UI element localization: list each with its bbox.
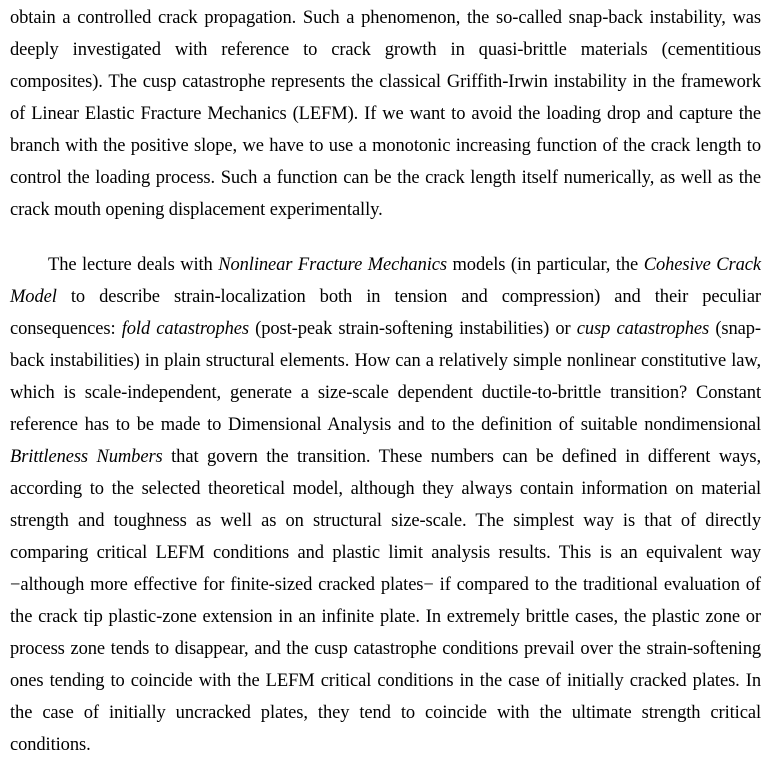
text-run-italic: cusp catastrophes [576,319,710,339]
text-run: that govern the transition. These numbers can be defined in different ways, according to the selected theoretical model, although they always contain information on material strength and toughness as well as on structural size-scale. The simplest way is that of directly comparing critical LEFM conditions and plastic limit analysis results. This is an equivalent way −although more effective for finite-sized cracked plates− if compared to the traditional evaluation of the crack tip plastic-zone extension in an infinite plate. In extremely brittle cases, the plastic zone or process zone tends to disappear, and the cusp catastrophe conditions prevail over the strain-softening ones tending to coincide with the LEFM critical conditions in the case of initially cracked plates. In the case of initially uncracked plates, they tend to coincide with the ultimate strength critical conditions. [10,447,761,755]
text-run: models (in particular, the [446,255,644,275]
text-run-italic: Cohesive Crack Model [10,255,761,307]
paragraph [10,2,761,226]
text-run: (post-peak strain-softening instabilities) or [248,319,577,339]
text-run: obtain a controlled crack propagation. Such a phenomenon, the so-called snap-back instability, was deeply investigated with reference to crack growth in quasi-brittle materials (cementitious composites). The cusp catastrophe represents the classical Griffith-Irwin instability in the framework of Linear Elastic Fracture Mechanics (LEFM). If we want to avoid the loading drop and capture the branch with the positive slope, we have to use a monotonic increasing function of the crack length to control the loading process. Such a function can be the crack length itself numerically, as well as the crack mouth opening displacement experimentally. [10,8,761,220]
text-run: The lecture deals with [48,255,219,275]
text-run: to describe strain-localization both in tension and compression) and their peculiar consequences: [10,287,761,339]
text-run-italic: Nonlinear Fracture Mechanics [218,255,447,275]
text-run-italic: fold catastrophes [121,319,249,339]
text-run-italic: Brittleness Numbers [10,447,163,467]
paragraph [10,249,761,761]
text-run: (snap-back instabilities) in plain structural elements. How can a relatively simple nonlinear constitutive law, which is scale-independent, generate a size-scale dependent ductile-to-brittle transition? Constant reference has to be made to Dimensional Analysis and to the definition of suitable nondimensional [10,319,761,435]
